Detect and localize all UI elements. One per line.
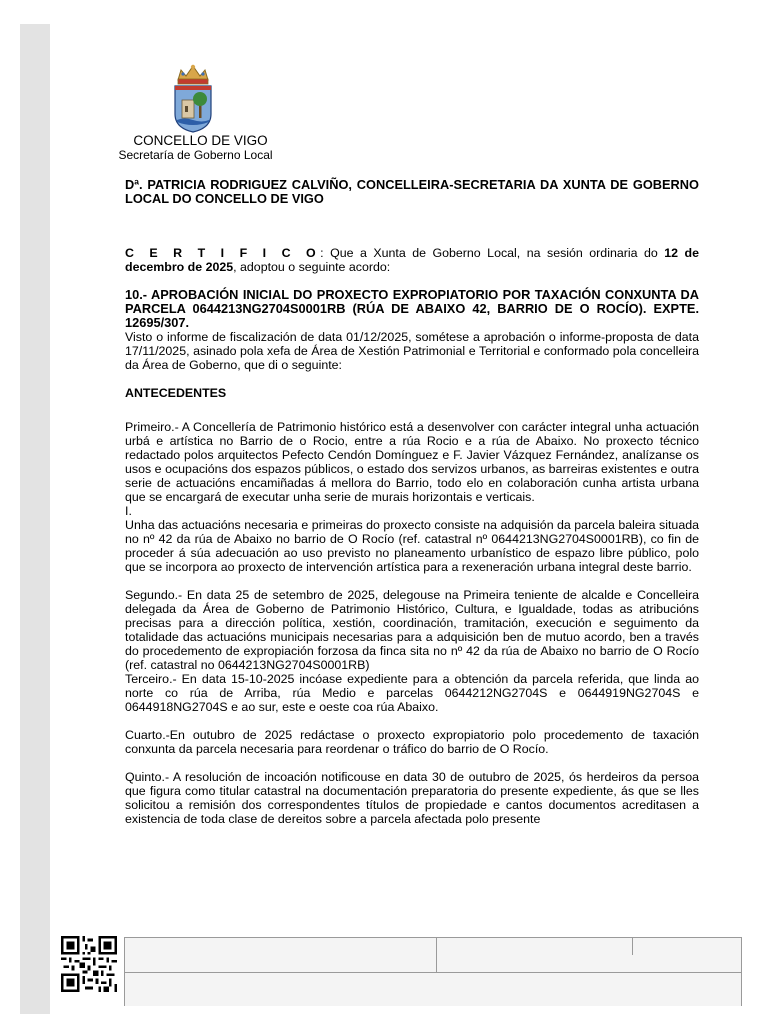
qr-code-icon bbox=[61, 936, 117, 992]
verification-row-1 bbox=[125, 938, 741, 956]
signature-verification-table bbox=[124, 937, 742, 1006]
primeiro-paragraph: Primeiro.- A Concellería de Patrimonio histórico está a desenvolver con carácter integral unha actuación urbá e artística no Barrio de o Rocio, entre a rúa Rocio e a rúa de Abaixo. No proxecto técnico redactado polos arquitectos Pefecto Cendón Domínguez e F. Javier Vázquez Fernández, analízanse os usos e ocupacións dos espazos públicos, o estado dos servizos urbanos, as barreiras existentes e outra serie de actuacións encamiñadas á mellora do Barrio, todo elo en colaboración cunha artista urbana que se encargará de executar unha serie de murais horizontais e verticais. bbox=[125, 420, 699, 504]
verification-row-2 bbox=[125, 955, 741, 973]
certifico-text-2: , adoptou o seguinte acordo: bbox=[233, 260, 391, 274]
certifico-paragraph bbox=[125, 246, 699, 274]
department-name: Secretaría de Goberno Local bbox=[118, 148, 273, 162]
document-title: Dª. PATRICIA RODRIGUEZ CALVIÑO, CONCELLEIRA-SECRETARIA DA XUNTA DE GOBERNO LOCAL DO CONCELLO DE VIGO bbox=[125, 177, 699, 206]
verification-row-3 bbox=[125, 973, 741, 1006]
certifico-word: C E R T I F I C O bbox=[125, 246, 321, 260]
coat-of-arms-icon bbox=[172, 62, 214, 134]
org-name: CONCELLO DE VIGO bbox=[133, 133, 268, 148]
terceiro-paragraph: Terceiro.- En data 15-10-2025 incóase expediente para a obtención da parcela referida, que linda ao norte co rúa de Arriba, rúa Medio e parcelas 0644212NG2704S e 0644919NG2704S e 0644918NG2704S e ao sur, este e oeste coa rúa Abaixo. bbox=[125, 672, 699, 714]
left-margin-strip bbox=[20, 24, 50, 1014]
document-body bbox=[125, 178, 699, 826]
session-date: 12 de decembro de 2025 bbox=[125, 246, 699, 274]
quinto-paragraph: Quinto.- A resolución de incoación notificouse en data 30 de outubro de 2025, ós herdeiros da persoa que figura como titular catastral na documentación preparatoria do presente expediente, ás que se lles solicitou a remisión dos correspondentes títulos de propiedade e cantos documentos acreditasen a existencia de toda clase de dereitos sobre a parcela afectada polo presente bbox=[125, 770, 699, 826]
cuarto-paragraph: Cuarto.-En outubro de 2025 redáctase o proxecto expropiatorio polo procedemento de taxación conxunta da parcela necesaria para reordenar o tráfico do barrio de O Rocío. bbox=[125, 728, 699, 756]
certifico-text-1: : Que a Xunta de Goberno Local, na sesión ordinaria do bbox=[320, 246, 665, 260]
antecedentes-heading: ANTECEDENTES bbox=[125, 386, 227, 400]
numeral-marker: I. bbox=[125, 504, 132, 518]
agenda-item-title: 10.- APROBACIÓN INICIAL DO PROXECTO EXPROPIATORIO POR TAXACIÓN CONXUNTA DA PARCELA 0644213NG2704S0001RB (RÚA DE ABAIXO 42, BARRIO DE O ROCÍO). EXPTE. 12695/307. bbox=[125, 287, 699, 330]
segundo-paragraph: Segundo.- En data 25 de setembro de 2025, delegouse na Primeira teniente de alcalde e Concelleira delegada da Área de Goberno de Patrimonio Histórico, Cultura, e Igualdade, todas as atribucións precisas para a dirección política, xestión, coordinación, tramitación, execución e seguimento da totalidade das actuacións municipais necesarias para a adquisición ben de mutuo acordo, ben a través do procedemento de expropiación forzosa da finca sita no nº 42 da rúa de Abaixo no barrio de O Rocío (ref. catastral no 0644213NG2704S0001RB) bbox=[125, 588, 699, 672]
visto-paragraph: Visto o informe de fiscalización de data 01/12/2025, sométese a aprobación o informe-proposta de data 17/11/2025, asinado pola xefa de Área de Xestión Patrimonial e Territorial e conformado pola concelleira da Área de Goberno, que di o seguinte: bbox=[125, 330, 699, 372]
unha-paragraph: Unha das actuacións necesaria e primeiras do proxecto consiste na adquisión da parcela baleira situada no nº 42 da rúa de Abaixo no barrio de O Rocío (ref. catastral nº 0644213NG2704S0001RB), co fin de proceder á súa adecuación ao uso previsto no planeamento urbanístico de espazo libre público, polo que se incorpora ao proxecto de intervención artística para a rexeneración urbana integral deste barrio. bbox=[125, 518, 699, 574]
